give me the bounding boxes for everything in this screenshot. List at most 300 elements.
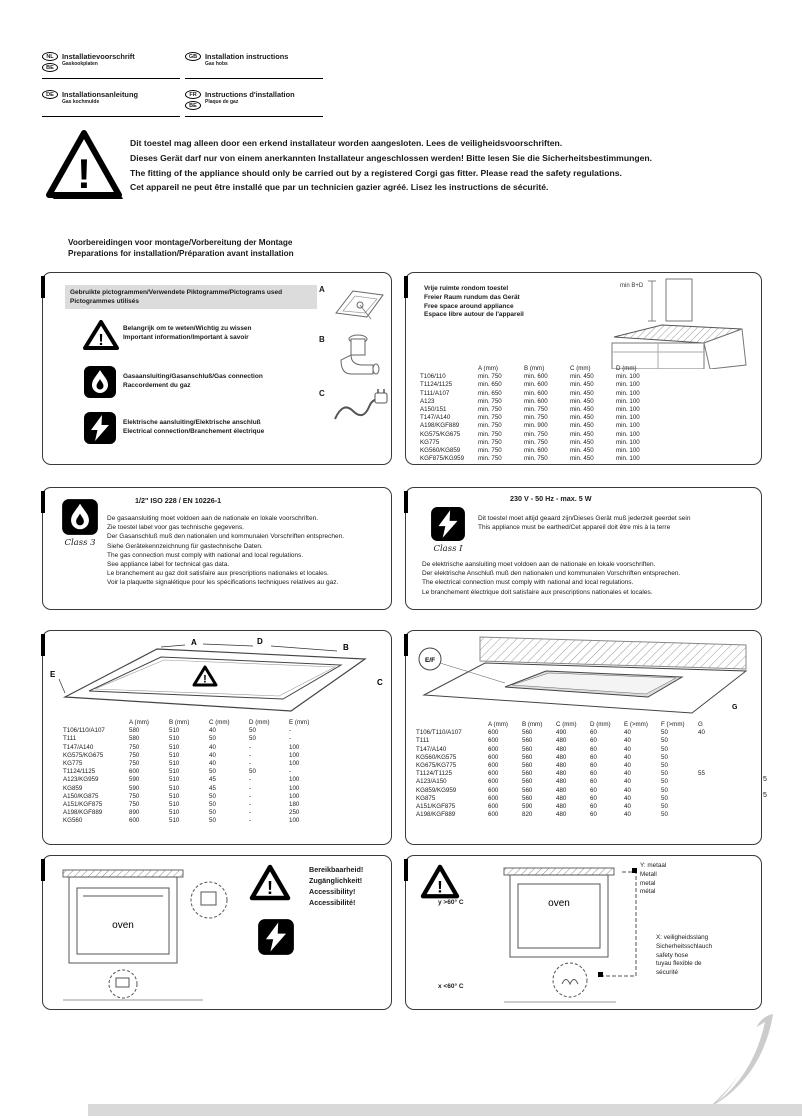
value-cell: 510 [169,792,180,800]
value-cell [698,795,720,803]
safety-hose-note [656,934,712,978]
value-cell: 510 [169,809,180,817]
value-cell: 820 [522,811,533,819]
value-cell: 50 [249,768,256,776]
table-row [416,737,720,745]
value-cell: 40 [624,745,631,753]
value-cell: min. 750 [478,397,502,405]
free-space-header-line: Vrije ruimte rondom toestel [424,285,509,292]
value-cell: 60 [590,745,597,753]
y-temperature: y >60° C [438,899,464,906]
value-cell: 50 [249,735,256,743]
free-space-header-line: Freier Raum rundum das Gerät [424,293,520,301]
value-cell: 50 [209,817,216,825]
value-cell: 560 [522,794,533,802]
value-cell: 60 [590,778,597,786]
model-cell: KG575/KG675 [420,430,461,438]
value-cell: min. 450 [570,373,594,381]
model-cell: A123/KG959 [63,776,99,784]
value-cell: 40 [624,753,631,761]
figure-label-a: A [319,285,325,294]
table-row [63,809,329,817]
model-cell: KG575/KG675 [63,751,104,759]
value-cell: 60 [590,762,597,770]
value-cell: 40 [698,729,705,737]
value-cell: min. 450 [570,381,594,389]
pictogram-caption-line1: Belangrijk om te weten/Wichtig zu wissen [123,325,252,332]
badge-column [185,52,201,67]
value-cell: min. 450 [570,430,594,438]
accessibility-line: Zugänglichkeit! [309,876,363,885]
gas-text-line: The gas connection must comply with national and local regulations. [107,551,304,559]
warning-triangle-icon [249,864,291,902]
electrical-text-line: Le branchement électrique doit satisfaire aux prescriptions nationales et locales. [422,588,653,596]
doc-title-gb: Installation instructions [205,52,289,61]
value-cell: 560 [522,737,533,745]
value-cell: - [289,727,292,735]
value-cell: 50 [209,809,216,817]
pictograms-header [65,285,317,309]
col-header: A (mm) [129,719,149,726]
lang-block-gb [185,52,323,79]
value-cell: min. 750 [478,430,502,438]
value-cell: 510 [169,760,180,768]
metal-wall-note-line: métal [640,888,656,896]
value-cell: 40 [624,794,631,802]
buildin-dimensions-panel [405,630,762,845]
table-row [420,431,662,439]
model-cell: T1124/T1125 [416,770,452,778]
value-cell: min. 100 [616,389,640,397]
value-cell: - [249,809,252,817]
value-cell: min. 450 [570,406,594,414]
pictograms-panel [42,272,392,465]
value-cell: 590 [522,803,533,811]
figure-label-c: C [319,389,325,398]
table-row [63,760,329,768]
model-cell: T111 [63,735,77,743]
value-cell: 40 [209,743,216,751]
value-cell: 560 [522,770,533,778]
gas-elbow-illustration [333,331,383,381]
safety-hose-note-line: tuyau flexible de [656,960,702,968]
value-cell [698,746,720,754]
gas-class-label: Class 3 [64,538,96,548]
table-row [420,422,662,430]
value-cell: 480 [556,770,567,778]
cutout-dimensions-panel [42,630,392,845]
value-cell: min. 100 [616,455,640,463]
doc-title-nl: Installatievoorschrift [62,52,135,61]
model-cell: KG775 [420,438,440,446]
value-cell [698,803,720,811]
col-header: A (mm) [478,365,498,372]
model-cell: T111/A107 [420,389,450,397]
metal-wall-note [640,862,666,897]
col-header: C (mm) [209,719,230,726]
value-cell: 45 [209,784,216,792]
model-cell: T147/A140 [420,414,451,422]
model-cell: KG560/KG575 [416,753,457,761]
warning-triangle-icon [44,130,126,202]
col-header: F (>mm) [661,721,685,728]
model-cell: KG859 [63,784,83,792]
model-cell: T106/110/A107 [63,727,105,735]
value-cell: 580 [129,735,140,743]
model-cell: A150/151 [420,406,447,414]
figure-label-b: B [319,335,325,344]
value-cell: - [249,743,252,751]
value-cell: min. 450 [570,397,594,405]
value-cell: 510 [169,743,180,751]
mains-cable-illustration [331,387,389,429]
value-cell: 490 [556,729,567,737]
value-cell: min. 650 [478,381,502,389]
table-row [416,762,720,770]
value-cell: 40 [209,751,216,759]
gas-text-line: Zie toestel label voor gas technische gegevens. [107,524,244,532]
safety-hose-note-line: sécurité [656,969,679,977]
value-cell: 40 [624,803,631,811]
col-header: B (mm) [169,719,190,726]
table-row [63,768,329,776]
value-cell: 50 [661,794,668,802]
value-cell: 60 [590,811,597,819]
table-row [420,406,662,414]
exclamation-glyph: ! [267,878,273,898]
oven-cabinet-diagram [53,862,249,1004]
value-cell: 100 [289,743,300,751]
value-cell: - [289,735,292,743]
model-cell: T111 [416,737,430,745]
model-cell: A123 [420,397,435,405]
gas-panel-title: 1/2" ISO 228 / EN 10226-1 [135,496,222,505]
lang-block-nl [42,52,180,79]
table-row [63,785,329,793]
value-cell: min. 750 [478,455,502,463]
value-cell: min. 750 [524,406,548,414]
value-cell: 50 [661,737,668,745]
value-cell: 50 [661,729,668,737]
model-cell: T147/A140 [63,743,94,751]
edge-mark: 5 [763,792,767,799]
oven-label: oven [112,920,134,931]
table-row [416,787,720,795]
electrical-panel-title: 230 V - 50 Hz - max. 5 W [510,494,592,503]
electrical-text-line: Der elektrische Anschluß muß den nationalen und kommunalen Vorschriften entsprechen. [422,570,681,578]
value-cell: 580 [129,727,140,735]
value-cell: 510 [169,784,180,792]
value-cell: 50 [249,727,256,735]
value-cell: 600 [488,811,499,819]
value-cell: 50 [661,745,668,753]
value-cell: 60 [590,753,597,761]
dim-label-d: D [257,637,263,646]
gas-text-line: Siehe Gerätekennzeichnung für gastechnische Daten. [107,542,263,550]
lang-badge-fr: FR [185,90,201,99]
value-cell: 40 [209,760,216,768]
earth-text-line: Dit toestel moet altijd geaard zijn/Dieses Gerät muß jederzeit geerdet sein [478,515,691,522]
value-cell: 40 [209,727,216,735]
safety-hose-note-line: X: veiligheidsslang [656,934,709,941]
dim-label-a: A [191,638,197,647]
value-cell: 480 [556,778,567,786]
value-cell: 480 [556,745,567,753]
value-cell: 40 [624,729,631,737]
cutout-table-body [63,727,329,825]
doc-title-fr: Instructions d'installation [205,90,295,99]
pictogram-caption [123,419,264,437]
value-cell: 50 [661,762,668,770]
earth-text-line: This appliance must be earthed/Cet appareil doit être mis à la terre [478,524,671,532]
gas-text-line: Der Gasanschluß muß den nationalen und kommunalen Vorschriften entsprechen. [107,533,345,541]
value-cell: min. 600 [524,447,548,455]
oven-heat-diagram [486,860,646,1006]
value-cell: 50 [209,792,216,800]
dim-label-c: C [377,678,383,687]
pictogram-caption-line2: Raccordement du gaz [123,381,191,389]
table-row [420,381,662,389]
value-cell: min. 100 [616,397,640,405]
value-cell: 60 [590,794,597,802]
metal-wall-note-line: metal [640,879,656,887]
value-cell: 480 [556,811,567,819]
value-cell: min. 450 [570,438,594,446]
col-header: D (mm) [616,365,637,372]
value-cell: 890 [129,809,140,817]
value-cell: min. 750 [478,406,502,414]
table-row [63,744,329,752]
value-cell: min. 750 [478,373,502,381]
value-cell: 100 [289,784,300,792]
warning-triangle-icon [83,319,119,351]
value-cell: 560 [522,778,533,786]
value-cell: 55 [698,770,705,778]
value-cell: 50 [209,735,216,743]
value-cell: 180 [289,801,300,809]
value-cell: 600 [488,803,499,811]
value-cell: 50 [661,803,668,811]
safety-warning-line: Dit toestel mag alleen door een erkend installateur worden aangesloten. Lees de veiligheidsvoorschriften. [130,138,563,148]
pictogram-caption [123,325,252,343]
value-cell: 510 [169,768,180,776]
table-row [416,770,720,778]
value-cell: min. 450 [570,422,594,430]
value-cell: 100 [289,776,300,784]
value-cell: min. 100 [616,381,640,389]
table-row [416,778,720,786]
table-row [420,390,662,398]
gas-flame-icon [83,365,117,399]
oven-label: oven [548,898,570,909]
model-cell: A123/A150 [416,778,447,786]
pictogram-caption-line2: Electrical connection/Branchement électrique [123,427,265,435]
value-cell: 250 [289,809,300,817]
value-cell: min. 750 [524,455,548,463]
value-cell: 600 [488,729,499,737]
table-row [63,793,329,801]
table-header-row [63,719,329,727]
model-cell: T106/T110/A107 [416,729,462,737]
value-cell: 510 [169,735,180,743]
pictogram-caption-line1: Elektrische aansluiting/Elektrische anschluß [123,419,261,426]
col-header: B (mm) [522,721,543,728]
pictogram-caption-line2: Important information/Important à savoir [123,333,249,341]
model-cell: KG775 [63,760,83,768]
x-temperature: x <60° C [438,983,464,990]
lightning-icon [83,411,117,445]
value-cell: 100 [289,751,300,759]
badge-column [185,90,201,111]
free-space-header [424,285,524,320]
value-cell: - [249,776,252,784]
value-cell: 560 [522,762,533,770]
value-cell: 50 [661,811,668,819]
lang-block-de [42,90,180,117]
value-cell: 600 [488,786,499,794]
value-cell: 560 [522,729,533,737]
accessibility-panel [42,855,392,1010]
doc-title-de: Installationsanleitung [62,90,138,99]
value-cell: 50 [661,753,668,761]
value-cell: 480 [556,737,567,745]
value-cell: 510 [169,776,180,784]
value-cell: min. 650 [478,389,502,397]
gas-flame-icon [61,498,99,536]
table-row [420,373,662,381]
lang-badge-nl: NL [42,52,58,61]
free-space-diagram [592,277,757,369]
model-cell: KG859/KG959 [416,786,457,794]
table-row [416,795,720,803]
buildin-diagram [410,635,755,717]
buildin-table-body [416,729,720,819]
value-cell: 510 [169,727,180,735]
table-row [63,752,329,760]
value-cell: min. 750 [478,447,502,455]
gas-text-line: Voir la plaquette signalétique pour les spécifications techniques relatives au gaz. [107,579,339,587]
value-cell: min. 450 [570,447,594,455]
pictogram-caption [123,373,263,391]
safety-warning-line: The fitting of the appliance should only be carried out by a registered Corgi gas fitter. Please read the safety regulations. [130,167,622,178]
value-cell: 600 [488,770,499,778]
section-title [68,238,294,259]
badge-column [42,52,58,73]
value-cell: min. 600 [524,397,548,405]
value-cell: 480 [556,753,567,761]
value-cell: 60 [590,786,597,794]
value-cell: 600 [129,768,140,776]
col-header [416,721,488,729]
value-cell [698,754,720,762]
col-header: B (mm) [524,365,545,372]
col-header: C (mm) [556,721,577,728]
metal-wall-note-line: Metall [640,870,657,878]
value-cell: 750 [129,760,140,768]
table-row [63,817,329,825]
value-cell: - [249,760,252,768]
value-cell: 510 [169,751,180,759]
table-row [63,776,329,784]
accessibility-line: Accessibility! [309,887,356,896]
table-row [420,414,662,422]
value-cell: 100 [289,792,300,800]
model-cell: KG675/KG775 [416,762,457,770]
model-cell: T1124/1125 [63,768,96,776]
value-cell: min. 100 [616,373,640,381]
value-cell: - [249,751,252,759]
value-cell: 60 [590,737,597,745]
value-cell: min. 750 [524,430,548,438]
brand-swoosh [695,1012,780,1112]
col-header: E (mm) [289,719,310,726]
accessibility-text [309,864,363,908]
table-row [420,398,662,406]
table-row [416,754,720,762]
value-cell: 600 [488,762,499,770]
value-cell: min. 900 [524,422,548,430]
exclamation-glyph: ! [203,673,207,686]
doc-subtitle-nl: Gaskookplaten [62,61,98,67]
value-cell: 750 [129,751,140,759]
model-cell: T1124/1125 [420,381,453,389]
value-cell: 50 [209,768,216,776]
section-title-line1: Voorbereidingen voor montage/Vorbereitung der Montage [68,238,293,247]
diagram-note: min B+D [620,283,644,289]
safety-warning-text [130,136,652,195]
exclamation-glyph: ! [437,877,443,897]
model-cell: A198/KGF889 [416,811,456,819]
gas-panel-text [107,514,344,588]
model-cell: T106/110 [420,373,446,381]
table-row [416,746,720,754]
col-header [420,365,478,373]
value-cell: 560 [522,745,533,753]
col-header: D (mm) [249,719,270,726]
model-cell: KGF875/KG959 [420,455,465,463]
table-header-row [416,721,720,729]
accessibility-line: Bereikbaarheid! [309,865,364,874]
dim-label-g: G [732,704,738,711]
doc-subtitle-gb: Gas hobs [205,61,228,67]
free-space-header-line: Free space around appliance [424,302,514,310]
value-cell [698,778,720,786]
dim-label-b: B [343,643,349,652]
model-cell: T147/A140 [416,745,447,753]
table-row [63,727,329,735]
value-cell: 560 [522,753,533,761]
edge-mark: 5 [763,776,767,783]
value-cell: min. 450 [570,455,594,463]
pictogram-caption-line1: Gasaansluiting/Gasanschluß/Gas connection [123,373,263,380]
value-cell: min. 600 [524,381,548,389]
pictograms-header-line1: Gebruikte pictogrammen/Verwendete Piktogramme/Pictograms used [70,289,283,296]
value-cell: 750 [129,792,140,800]
dim-label-e: E [50,670,56,679]
gas-connection-panel [42,487,392,610]
value-cell: min. 750 [478,422,502,430]
value-cell: 40 [624,778,631,786]
model-cell: A151/KGF875 [416,803,456,811]
value-cell: 50 [661,770,668,778]
value-cell: 100 [289,817,300,825]
table-row [420,447,662,455]
electrical-panel [405,487,762,610]
lightning-icon [257,918,295,956]
free-space-panel [405,272,762,465]
table-header-row [420,365,662,373]
table-row [416,811,720,819]
